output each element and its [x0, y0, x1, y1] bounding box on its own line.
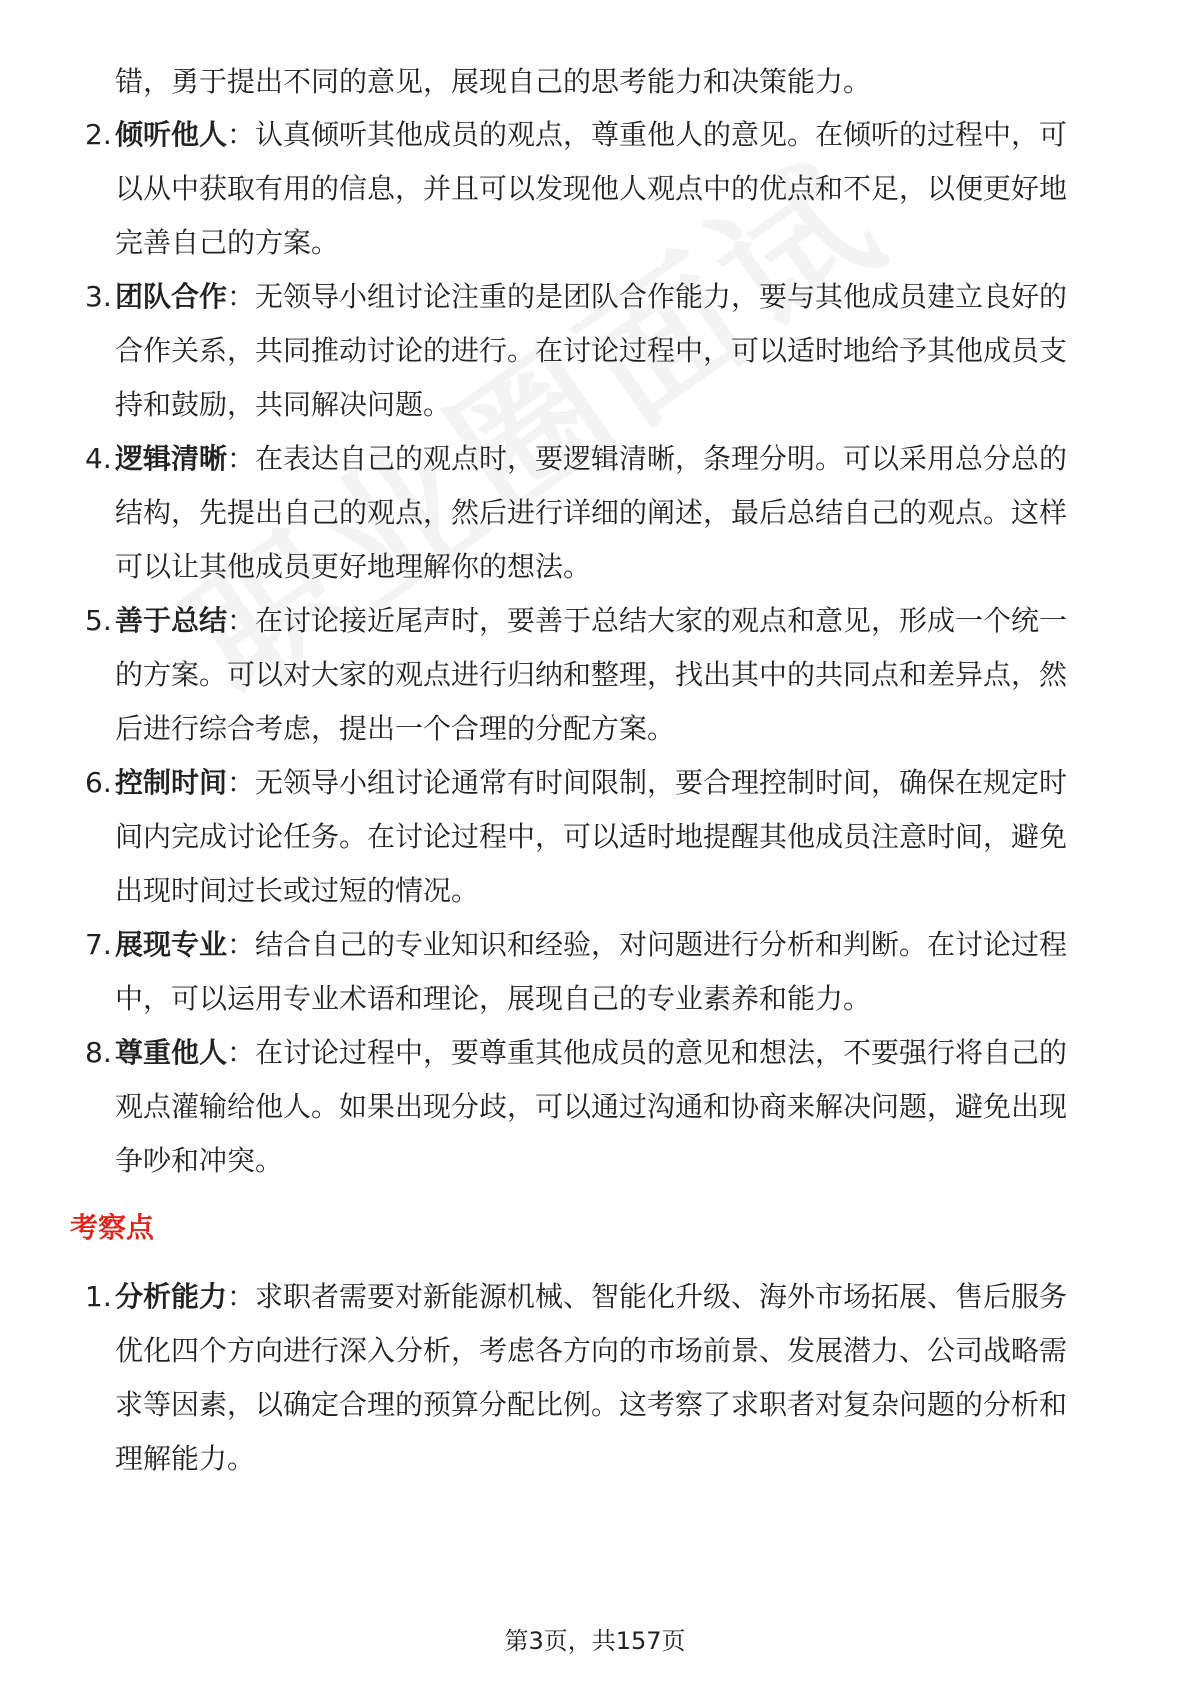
- list-text: ：认真倾听其他成员的观点，尊重他人的意见。在倾听的过程中，可: [227, 118, 1068, 151]
- list-item-line: 合作关系，共同推动讨论的进行。在讨论过程中，可以适时地给予其他成员支: [115, 334, 1068, 367]
- list-term: 展现专业: [115, 928, 228, 961]
- list-number: 7.: [85, 928, 112, 961]
- list-item-line: [115, 277, 1067, 317]
- list-text: ：在表达自己的观点时，要逻辑清晰，条理分明。可以采用总分总的: [227, 442, 1068, 475]
- list-number: 4.: [85, 442, 112, 475]
- list-item-line: 以从中获取有用的信息，并且可以发现他人观点中的优点和不足，以便更好地: [115, 172, 1068, 205]
- list-item-line: 的方案。可以对大家的观点进行归纳和整理，找出其中的共同点和差异点，然: [115, 658, 1068, 691]
- list-item-line: 理解能力。: [115, 1442, 256, 1475]
- list-item-line: 可以让其他成员更好地理解你的想法。: [115, 550, 592, 583]
- list-text: ：无领导小组讨论通常有时间限制，要合理控制时间，确保在规定时: [227, 766, 1068, 799]
- list-item-line: 间内完成讨论任务。在讨论过程中，可以适时地提醒其他成员注意时间，避免: [115, 820, 1068, 853]
- list-item-line: [115, 439, 1067, 479]
- list-text: ：结合自己的专业知识和经验，对问题进行分析和判断。在讨论过程: [227, 928, 1068, 961]
- list-term: 倾听他人: [115, 118, 228, 151]
- list-item-line: [115, 1277, 1067, 1317]
- list-item-line: [115, 115, 1067, 155]
- list-number: 8.: [85, 1036, 112, 1069]
- list-term: 分析能力: [115, 1280, 228, 1313]
- list-item-line: 争吵和冲突。: [115, 1144, 284, 1177]
- section-heading: 考察点: [70, 1211, 155, 1244]
- page-footer: 第3页，共157页: [504, 1627, 686, 1655]
- list-item-line: 优化四个方向进行深入分析，考虑各方向的市场前景、发展潜力、公司战略需: [115, 1334, 1068, 1367]
- list-item-line: [115, 601, 1067, 641]
- list-text: ：求职者需要对新能源机械、智能化升级、海外市场拓展、售后服务: [227, 1280, 1068, 1313]
- list-item-line: 求等因素，以确定合理的预算分配比例。这考察了求职者对复杂问题的分析和: [115, 1388, 1068, 1421]
- list-term: 控制时间: [115, 766, 228, 799]
- list-item-line: 观点灌输给他人。如果出现分歧，可以通过沟通和协商来解决问题，避免出现: [115, 1090, 1068, 1123]
- list-text: ：在讨论过程中，要尊重其他成员的意见和想法，不要强行将自己的: [227, 1036, 1068, 1069]
- list-number: 5.: [85, 604, 112, 637]
- list-item-line: 持和鼓励，共同解决问题。: [115, 388, 452, 421]
- list-term: 尊重他人: [115, 1036, 228, 1069]
- list-item-line: 中，可以运用专业术语和理论，展现自己的专业素养和能力。: [115, 982, 872, 1015]
- list-number: 1.: [85, 1280, 112, 1313]
- list-item-line: 后进行综合考虑，提出一个合理的分配方案。: [115, 712, 676, 745]
- list-term: 善于总结: [115, 604, 228, 637]
- list-number: 6.: [85, 766, 112, 799]
- list-item-line: 出现时间过长或过短的情况。: [115, 874, 480, 907]
- list-item-line: [115, 1033, 1067, 1073]
- list-item-line: [115, 925, 1067, 965]
- continuation-text: 错，勇于提出不同的意见，展现自己的思考能力和决策能力。: [115, 65, 872, 98]
- list-item-line: 完善自己的方案。: [115, 226, 340, 259]
- list-term: 团队合作: [115, 280, 228, 313]
- list-item-line: 结构，先提出自己的观点，然后进行详细的阐述，最后总结自己的观点。这样: [115, 496, 1068, 529]
- list-text: ：无领导小组讨论注重的是团队合作能力，要与其他成员建立良好的: [227, 280, 1068, 313]
- list-item-line: [115, 763, 1067, 803]
- list-number: 3.: [85, 280, 112, 313]
- list-term: 逻辑清晰: [115, 442, 228, 475]
- list-text: ：在讨论接近尾声时，要善于总结大家的观点和意见，形成一个统一: [227, 604, 1068, 637]
- list-number: 2.: [85, 118, 112, 151]
